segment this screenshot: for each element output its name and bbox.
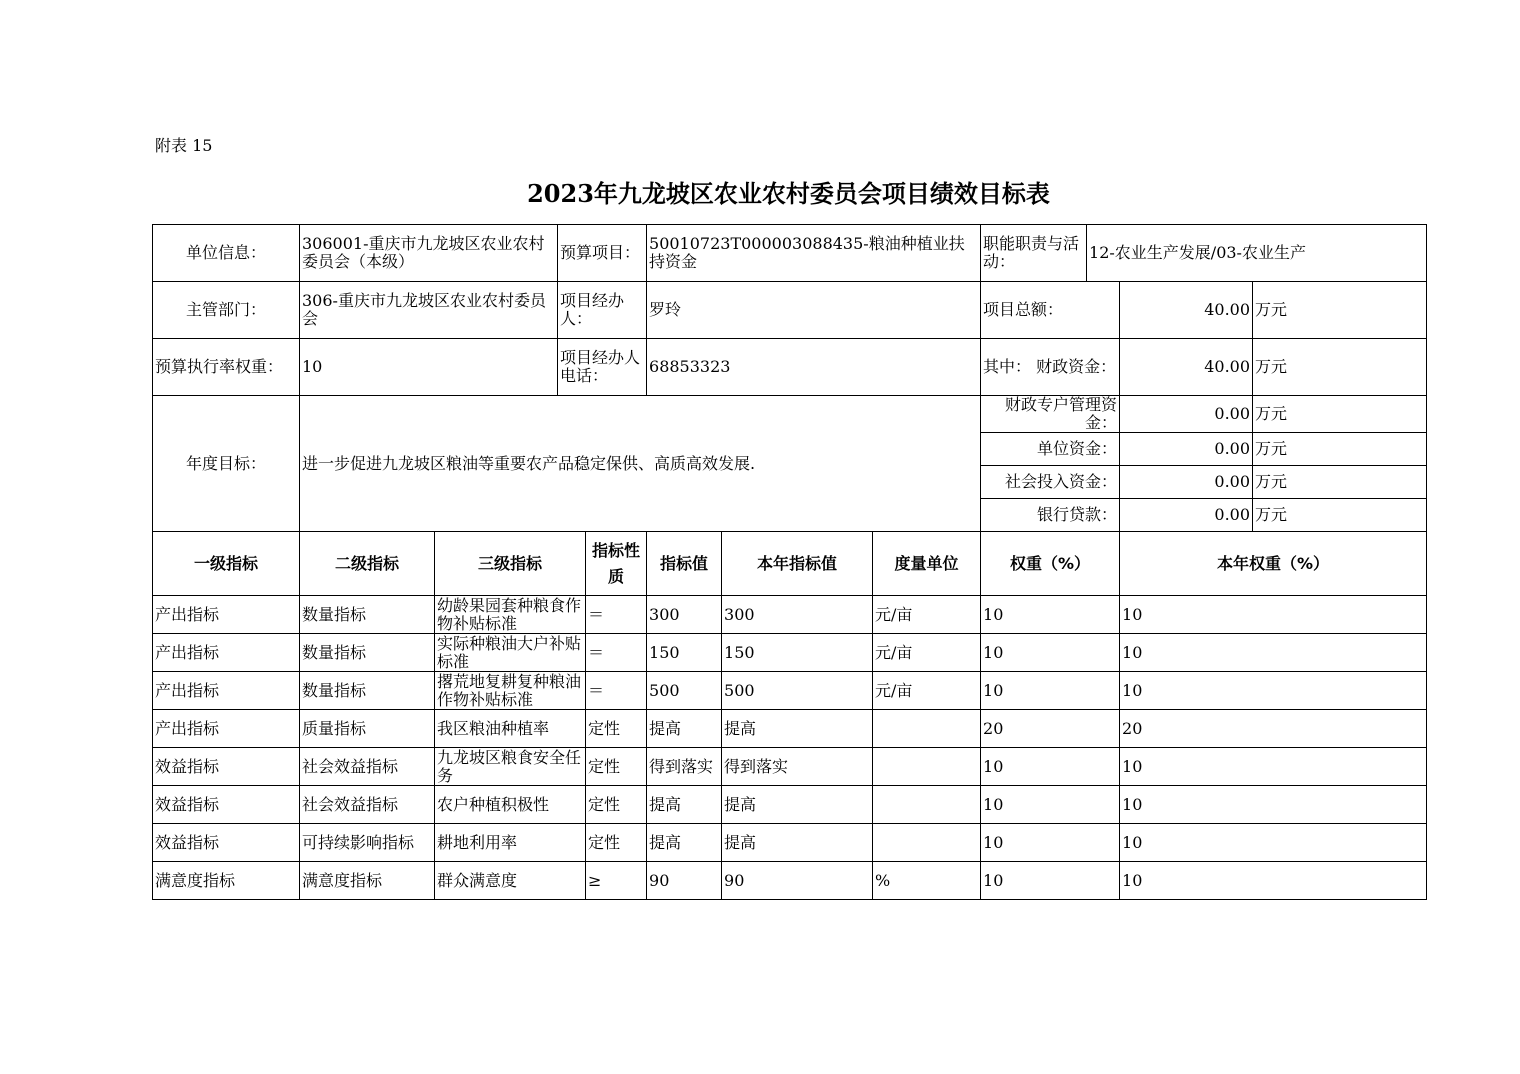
performance-target-table [152, 224, 1427, 900]
total-unit: 万元 [1253, 282, 1427, 339]
unit-fund-value: 0.00 [1120, 433, 1253, 466]
unit-fund-unit: 万元 [1253, 433, 1427, 466]
appendix-label: 附表 15 [155, 136, 213, 155]
cell-year-weight: 10 [1120, 672, 1427, 710]
unit-fund-label: 单位资金： [981, 433, 1120, 466]
cell-unit: 元/亩 [873, 672, 981, 710]
cell-year-weight: 10 [1120, 786, 1427, 824]
cell-weight: 10 [981, 862, 1120, 900]
cell-year-weight: 10 [1120, 596, 1427, 634]
cell-nature: 定性 [586, 710, 647, 748]
cell-value: 提高 [647, 710, 722, 748]
cell-weight: 20 [981, 710, 1120, 748]
table-row [153, 672, 1427, 710]
cell-level1: 满意度指标 [153, 862, 300, 900]
bank-loan-label: 银行贷款： [981, 499, 1120, 532]
cell-value: 提高 [647, 824, 722, 862]
cell-year-value: 300 [722, 596, 873, 634]
total-value: 40.00 [1120, 282, 1253, 339]
manager-value: 罗玲 [647, 282, 981, 339]
header-level2: 二级指标 [300, 532, 435, 596]
cell-value: 提高 [647, 786, 722, 824]
cell-nature: 定性 [586, 748, 647, 786]
cell-weight: 10 [981, 748, 1120, 786]
cell-level3: 农户种植积极性 [435, 786, 586, 824]
cell-level3: 群众满意度 [435, 862, 586, 900]
cell-unit: % [873, 862, 981, 900]
cell-year-value: 提高 [722, 710, 873, 748]
cell-level1: 产出指标 [153, 634, 300, 672]
cell-unit [873, 786, 981, 824]
cell-level2: 质量指标 [300, 710, 435, 748]
dept-value: 306-重庆市九龙坡区农业农村委员会 [300, 282, 558, 339]
cell-level3: 我区粮油种植率 [435, 710, 586, 748]
cell-value: 500 [647, 672, 722, 710]
cell-level3: 实际种粮油大户补贴标准 [435, 634, 586, 672]
bank-loan-unit: 万元 [1253, 499, 1427, 532]
header-level1: 一级指标 [153, 532, 300, 596]
cell-value: 300 [647, 596, 722, 634]
table-row [153, 748, 1427, 786]
cell-unit [873, 824, 981, 862]
cell-year-value: 90 [722, 862, 873, 900]
total-label: 项目总额： [981, 282, 1120, 339]
cell-year-value: 提高 [722, 824, 873, 862]
cell-level2: 数量指标 [300, 596, 435, 634]
phone-label: 项目经办人电话： [558, 339, 647, 396]
header-unit: 度量单位 [873, 532, 981, 596]
cell-nature: ＝ [586, 596, 647, 634]
cell-nature: 定性 [586, 786, 647, 824]
social-fund-label: 社会投入资金： [981, 466, 1120, 499]
table-row [153, 824, 1427, 862]
function-value: 12-农业生产发展/03-农业生产 [1087, 225, 1427, 282]
budget-project-label: 预算项目： [558, 225, 647, 282]
table-row [153, 786, 1427, 824]
table-row [153, 710, 1427, 748]
cell-level2: 社会效益指标 [300, 748, 435, 786]
annual-goal-label: 年度目标： [153, 396, 300, 532]
cell-year-value: 提高 [722, 786, 873, 824]
header-weight: 权重（%） [981, 532, 1120, 596]
budget-project-value: 50010723T000003088435-粮油种植业扶持资金 [647, 225, 981, 282]
cell-level3: 幼龄果园套种粮食作物补贴标准 [435, 596, 586, 634]
cell-year-weight: 10 [1120, 634, 1427, 672]
cell-weight: 10 [981, 824, 1120, 862]
cell-value: 得到落实 [647, 748, 722, 786]
cell-year-weight: 10 [1120, 862, 1427, 900]
cell-weight: 10 [981, 786, 1120, 824]
fiscal-value: 40.00 [1120, 339, 1253, 396]
header-year-value: 本年指标值 [722, 532, 873, 596]
cell-unit [873, 748, 981, 786]
cell-weight: 10 [981, 596, 1120, 634]
cell-level3: 九龙坡区粮食安全任务 [435, 748, 586, 786]
cell-unit: 元/亩 [873, 634, 981, 672]
cell-value: 150 [647, 634, 722, 672]
cell-level3: 撂荒地复耕复种粮油作物补贴标准 [435, 672, 586, 710]
special-fund-unit: 万元 [1253, 396, 1427, 433]
page-title: 2023年九龙坡区农业农村委员会项目绩效目标表 [527, 179, 1050, 208]
table-row [153, 596, 1427, 634]
function-label: 职能职责与活动： [981, 225, 1087, 282]
header-year-weight: 本年权重（%） [1120, 532, 1427, 596]
fiscal-unit: 万元 [1253, 339, 1427, 396]
social-fund-unit: 万元 [1253, 466, 1427, 499]
cell-level3: 耕地利用率 [435, 824, 586, 862]
cell-year-weight: 20 [1120, 710, 1427, 748]
cell-year-value: 得到落实 [722, 748, 873, 786]
header-level3: 三级指标 [435, 532, 586, 596]
cell-unit [873, 710, 981, 748]
cell-level2: 可持续影响指标 [300, 824, 435, 862]
cell-year-value: 150 [722, 634, 873, 672]
special-fund-value: 0.00 [1120, 396, 1253, 433]
cell-nature: ≥ [586, 862, 647, 900]
cell-year-value: 500 [722, 672, 873, 710]
unit-info-label: 单位信息： [153, 225, 300, 282]
cell-level1: 产出指标 [153, 596, 300, 634]
header-value: 指标值 [647, 532, 722, 596]
cell-level2: 数量指标 [300, 634, 435, 672]
cell-level1: 产出指标 [153, 672, 300, 710]
unit-info-value: 306001-重庆市九龙坡区农业农村委员会（本级） [300, 225, 558, 282]
cell-nature: ＝ [586, 672, 647, 710]
cell-value: 90 [647, 862, 722, 900]
cell-level1: 效益指标 [153, 748, 300, 786]
special-fund-label: 财政专户管理资金： [981, 396, 1120, 433]
cell-level1: 效益指标 [153, 786, 300, 824]
cell-level2: 数量指标 [300, 672, 435, 710]
weight-label: 预算执行率权重： [153, 339, 300, 396]
cell-weight: 10 [981, 672, 1120, 710]
bank-loan-value: 0.00 [1120, 499, 1253, 532]
cell-weight: 10 [981, 634, 1120, 672]
social-fund-value: 0.00 [1120, 466, 1253, 499]
weight-value: 10 [300, 339, 558, 396]
cell-nature: 定性 [586, 824, 647, 862]
header-nature: 指标性质 [586, 532, 647, 596]
manager-label: 项目经办人： [558, 282, 647, 339]
cell-year-weight: 10 [1120, 824, 1427, 862]
cell-level1: 产出指标 [153, 710, 300, 748]
annual-goal-value: 进一步促进九龙坡区粮油等重要农产品稳定保供、高质高效发展. [300, 396, 981, 532]
cell-level2: 社会效益指标 [300, 786, 435, 824]
dept-label: 主管部门： [153, 282, 300, 339]
cell-level2: 满意度指标 [300, 862, 435, 900]
table-row [153, 634, 1427, 672]
cell-level1: 效益指标 [153, 824, 300, 862]
cell-nature: ＝ [586, 634, 647, 672]
table-row [153, 862, 1427, 900]
phone-value: 68853323 [647, 339, 981, 396]
cell-year-weight: 10 [1120, 748, 1427, 786]
cell-unit: 元/亩 [873, 596, 981, 634]
fiscal-label: 其中： 财政资金： [981, 339, 1120, 396]
